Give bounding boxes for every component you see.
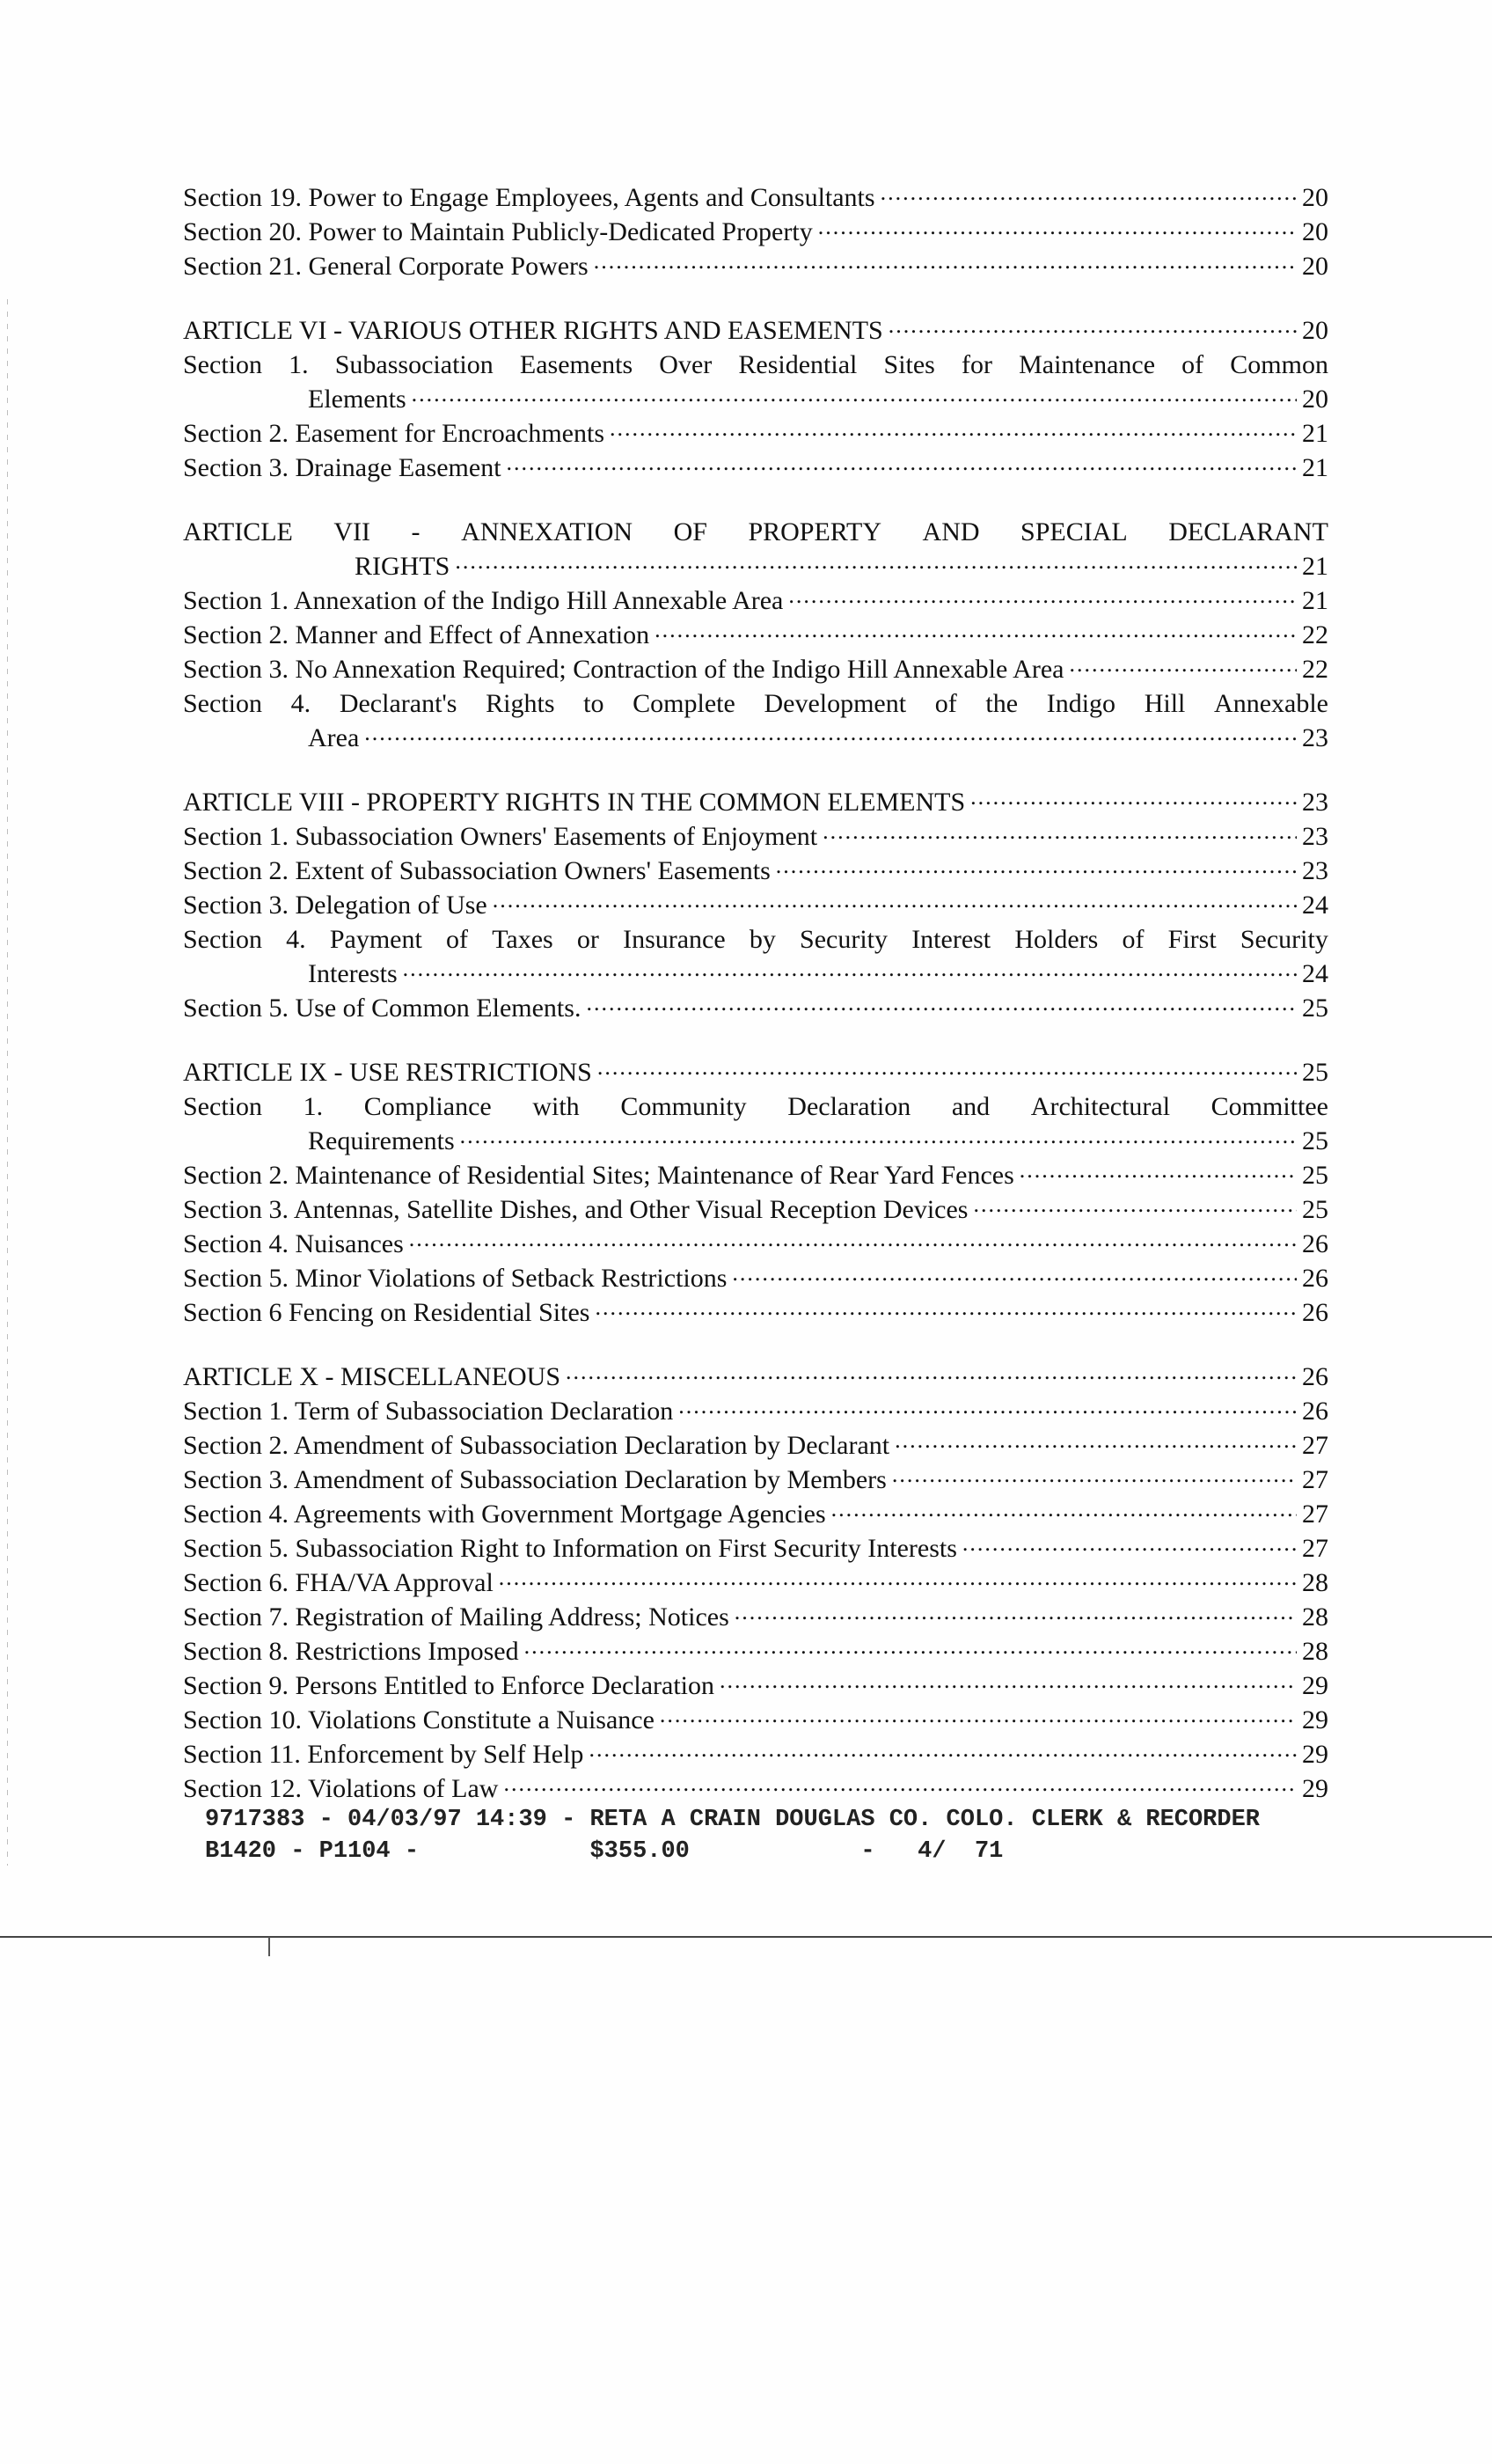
- title-word: Section: [183, 689, 262, 718]
- scan-margin-line: [7, 299, 8, 1866]
- dot-leader: [895, 1423, 1297, 1457]
- title-word: for: [962, 350, 992, 379]
- toc-entry-continuation: [183, 721, 1328, 755]
- title-word: of: [934, 689, 957, 718]
- toc-entry: [183, 888, 1328, 922]
- recorder-line-1: 9717383 - 04/03/97 14:39 - RETA A CRAIN DOUGLAS CO. COLO. CLERK & RECORDER: [205, 1807, 1260, 1833]
- toc-entry: [183, 922, 1328, 991]
- title-word: Section: [183, 1092, 262, 1121]
- page-number: 25: [1302, 994, 1328, 1023]
- page-number: 20: [1302, 252, 1328, 281]
- title-word: Hill: [1144, 689, 1186, 718]
- recorder-line-2: B1420 - P1104 - $355.00 - 4/ 71: [205, 1838, 1004, 1865]
- article-title: ARTICLE X - MISCELLANEOUS: [183, 1362, 561, 1391]
- title-word: of: [1122, 925, 1145, 954]
- section-title: Section 21. General Corporate Powers: [183, 252, 589, 281]
- page-number: 21: [1302, 453, 1328, 482]
- title-word: DECLARANT: [1168, 517, 1328, 546]
- page-number: 28: [1302, 1602, 1328, 1632]
- dot-leader: [720, 1663, 1297, 1698]
- page-number: 26: [1302, 1298, 1328, 1327]
- dot-leader: [823, 814, 1297, 848]
- section-title: Section 7. Registration of Mailing Address; Notices: [183, 1602, 729, 1632]
- title-continuation: Elements: [308, 385, 406, 414]
- toc-entry: [183, 1771, 1328, 1806]
- title-word: Subassociation: [334, 350, 494, 379]
- page-number: 28: [1302, 1568, 1328, 1597]
- page-number: 24: [1302, 959, 1328, 988]
- title-word: Complete: [633, 689, 735, 718]
- section-title: Section 4. Nuisances: [183, 1229, 404, 1258]
- page-number: 25: [1302, 1195, 1328, 1224]
- title-word: Development: [764, 689, 907, 718]
- toc-entry: [183, 652, 1328, 686]
- page-number: 26: [1302, 1264, 1328, 1293]
- title-word: PROPERTY: [748, 517, 882, 546]
- page-number: 28: [1302, 1637, 1328, 1666]
- title-word: 4.: [286, 925, 306, 954]
- title-word: Architectural: [1030, 1092, 1171, 1121]
- title-word: 1.: [289, 350, 309, 379]
- section-title: Section 12. Violations of Law: [183, 1774, 499, 1803]
- section-title: Section 19. Power to Engage Employees, Agents and Consultants: [183, 183, 875, 212]
- section-title: Section 6 Fencing on Residential Sites: [183, 1298, 590, 1327]
- rule-tick-mark: [268, 1937, 270, 1956]
- page-number: 29: [1302, 1774, 1328, 1803]
- dot-leader: [970, 780, 1297, 814]
- title-word: OF: [673, 517, 707, 546]
- title-continuation: Area: [308, 723, 360, 752]
- title-word: and: [951, 1092, 991, 1121]
- section-title: Section 3. Delegation of Use: [183, 891, 487, 920]
- title-word: Sites: [883, 350, 935, 379]
- title-word: 1.: [303, 1092, 324, 1121]
- title-word: Indigo: [1046, 689, 1116, 718]
- title-word: Security: [800, 925, 889, 954]
- page-number: 25: [1302, 1058, 1328, 1087]
- title-word: Annexable: [1214, 689, 1328, 718]
- article-title: ARTICLE VI - VARIOUS OTHER RIGHTS AND EASEMENTS: [183, 316, 883, 345]
- dot-leader: [732, 1256, 1297, 1290]
- article-title: ARTICLE VIII - PROPERTY RIGHTS IN THE COMMON ELEMENTS: [183, 788, 966, 817]
- toc-entry: [183, 991, 1328, 1025]
- title-word: Easements: [519, 350, 633, 379]
- dot-leader: [1020, 1153, 1297, 1187]
- page-number: 21: [1302, 586, 1328, 615]
- dot-leader: [403, 951, 1297, 986]
- title-word: Common: [1230, 350, 1328, 379]
- table-of-contents: [183, 180, 1328, 1806]
- dot-leader: [412, 377, 1297, 411]
- page-number: 26: [1302, 1397, 1328, 1426]
- toc-article-heading: [183, 313, 1328, 348]
- section-title: Section 10. Violations Constitute a Nuisance: [183, 1705, 655, 1734]
- title-word: VII: [333, 517, 371, 546]
- title-word: Holders: [1014, 925, 1099, 954]
- dot-leader: [460, 1118, 1297, 1153]
- section-title: Section 3. Antennas, Satellite Dishes, and Other Visual Reception Devices: [183, 1195, 969, 1224]
- dot-leader: [524, 1629, 1297, 1663]
- title-word: AND: [922, 517, 980, 546]
- title-word: ARTICLE: [183, 517, 293, 546]
- section-title: Section 20. Power to Maintain Publicly-Dedicated Property: [183, 217, 813, 246]
- title-word: Declaration: [787, 1092, 911, 1121]
- dot-leader: [892, 1457, 1297, 1492]
- page-bottom-rule: [0, 1936, 1492, 1938]
- page-number: 27: [1302, 1465, 1328, 1494]
- title-word: Over: [659, 350, 713, 379]
- dot-leader: [586, 986, 1297, 1020]
- article-title: ARTICLE IX - USE RESTRICTIONS: [183, 1058, 592, 1087]
- title-continuation: Interests: [308, 959, 398, 988]
- section-title: Section 3. Drainage Easement: [183, 453, 501, 482]
- title-word: the: [985, 689, 1019, 718]
- title-word: by: [749, 925, 776, 954]
- page-number: 24: [1302, 891, 1328, 920]
- dot-leader: [594, 244, 1297, 278]
- dot-leader: [818, 209, 1297, 244]
- section-title: Section 2. Easement for Encroachments: [183, 419, 605, 448]
- toc-article-heading: [183, 1055, 1328, 1089]
- page-number: 26: [1302, 1229, 1328, 1258]
- title-word: Compliance: [363, 1092, 492, 1121]
- title-word: Residential: [738, 350, 858, 379]
- page-number: 20: [1302, 183, 1328, 212]
- dot-leader: [831, 1492, 1297, 1526]
- dot-leader: [566, 1354, 1297, 1389]
- toc-entry: [183, 348, 1328, 416]
- title-word: Taxes: [492, 925, 553, 954]
- page-number: 21: [1302, 419, 1328, 448]
- page-number: 23: [1302, 822, 1328, 851]
- dot-leader: [776, 848, 1297, 883]
- title-word: with: [532, 1092, 580, 1121]
- title-word: First: [1167, 925, 1217, 954]
- page-number: 23: [1302, 856, 1328, 885]
- title-continuation: RIGHTS: [355, 552, 450, 581]
- section-title: Section 1. Subassociation Owners' Easements of Enjoyment: [183, 822, 818, 851]
- page-number: 26: [1302, 1362, 1328, 1391]
- toc-entry: [183, 249, 1328, 283]
- section-title: Section 3. No Annexation Required; Contraction of the Indigo Hill Annexable Area: [183, 655, 1064, 684]
- recorder-stamp: [205, 1804, 1296, 1867]
- section-title: Section 2. Manner and Effect of Annexation: [183, 620, 650, 649]
- title-word: Committee: [1210, 1092, 1328, 1121]
- page-number: 22: [1302, 655, 1328, 684]
- page-number: 27: [1302, 1534, 1328, 1563]
- page-number: 23: [1302, 723, 1328, 752]
- section-title: Section 5. Use of Common Elements.: [183, 994, 581, 1023]
- title-word: Rights: [486, 689, 555, 718]
- page-number: 20: [1302, 217, 1328, 246]
- dot-leader: [507, 445, 1297, 480]
- page-number: 29: [1302, 1705, 1328, 1734]
- dot-leader: [655, 612, 1297, 647]
- title-word: Declarant's: [339, 689, 457, 718]
- section-title: Section 2. Amendment of Subassociation Declaration by Declarant: [183, 1431, 890, 1460]
- title-word: 4.: [290, 689, 311, 718]
- title-word: or: [576, 925, 599, 954]
- title-continuation: Requirements: [308, 1126, 455, 1155]
- dot-leader: [610, 411, 1297, 445]
- page-number: 27: [1302, 1500, 1328, 1529]
- page-number: 20: [1302, 316, 1328, 345]
- dot-leader: [788, 578, 1297, 612]
- toc-entry: [183, 1089, 1328, 1158]
- section-title: Section 11. Enforcement by Self Help: [183, 1740, 584, 1769]
- toc-entry: [183, 451, 1328, 485]
- page-number: 20: [1302, 385, 1328, 414]
- title-word: Insurance: [623, 925, 726, 954]
- dot-leader: [660, 1698, 1297, 1732]
- toc-article-heading: [183, 515, 1328, 583]
- title-word: of: [1181, 350, 1204, 379]
- title-word: Section: [183, 350, 262, 379]
- title-word: Interest: [911, 925, 991, 954]
- page-number: 27: [1302, 1431, 1328, 1460]
- dot-leader: [962, 1526, 1297, 1560]
- section-title: Section 1. Annexation of the Indigo Hill Annexable Area: [183, 586, 784, 615]
- title-word: Section: [183, 925, 262, 954]
- section-title: Section 6. FHA/VA Approval: [183, 1568, 494, 1597]
- page-number: 21: [1302, 552, 1328, 581]
- section-title: Section 4. Agreements with Government Mortgage Agencies: [183, 1500, 826, 1529]
- dot-leader: [503, 1766, 1297, 1800]
- title-word: Maintenance: [1019, 350, 1156, 379]
- dot-leader: [364, 715, 1297, 750]
- page-number: 23: [1302, 788, 1328, 817]
- title-word: to: [583, 689, 604, 718]
- page-number: 25: [1302, 1126, 1328, 1155]
- page-number: 29: [1302, 1740, 1328, 1769]
- section-title: Section 2. Extent of Subassociation Owners' Easements: [183, 856, 771, 885]
- title-word: of: [446, 925, 469, 954]
- dot-leader: [589, 1732, 1297, 1766]
- page-number: 25: [1302, 1161, 1328, 1190]
- section-title: Section 1. Term of Subassociation Declaration: [183, 1397, 674, 1426]
- dot-leader: [735, 1595, 1297, 1629]
- toc-entry: [183, 686, 1328, 755]
- page-number: 22: [1302, 620, 1328, 649]
- section-title: Section 8. Restrictions Imposed: [183, 1637, 519, 1666]
- section-title: Section 2. Maintenance of Residential Sites; Maintenance of Rear Yard Fences: [183, 1161, 1014, 1190]
- dot-leader: [597, 1050, 1297, 1084]
- title-word: ANNEXATION: [461, 517, 633, 546]
- toc-entry: [183, 1295, 1328, 1330]
- title-word: Community: [620, 1092, 747, 1121]
- section-title: Section 5. Minor Violations of Setback Restrictions: [183, 1264, 728, 1293]
- dot-leader: [455, 544, 1297, 578]
- title-word: SPECIAL: [1020, 517, 1128, 546]
- dot-leader: [678, 1389, 1297, 1423]
- dot-leader: [889, 308, 1297, 342]
- section-title: Section 9. Persons Entitled to Enforce Declaration: [183, 1671, 714, 1700]
- title-word: Security: [1240, 925, 1328, 954]
- section-title: Section 5. Subassociation Right to Information on First Security Interests: [183, 1534, 957, 1563]
- dot-leader: [973, 1187, 1297, 1221]
- dot-leader: [493, 883, 1297, 917]
- dot-leader: [499, 1560, 1297, 1595]
- section-title: Section 3. Amendment of Subassociation Declaration by Members: [183, 1465, 887, 1494]
- dot-leader: [1069, 647, 1297, 681]
- dot-leader: [409, 1221, 1297, 1256]
- dot-leader: [595, 1290, 1297, 1324]
- title-word: -: [411, 517, 421, 546]
- dot-leader: [881, 175, 1297, 209]
- title-word: Payment: [329, 925, 422, 954]
- page-number: 29: [1302, 1671, 1328, 1700]
